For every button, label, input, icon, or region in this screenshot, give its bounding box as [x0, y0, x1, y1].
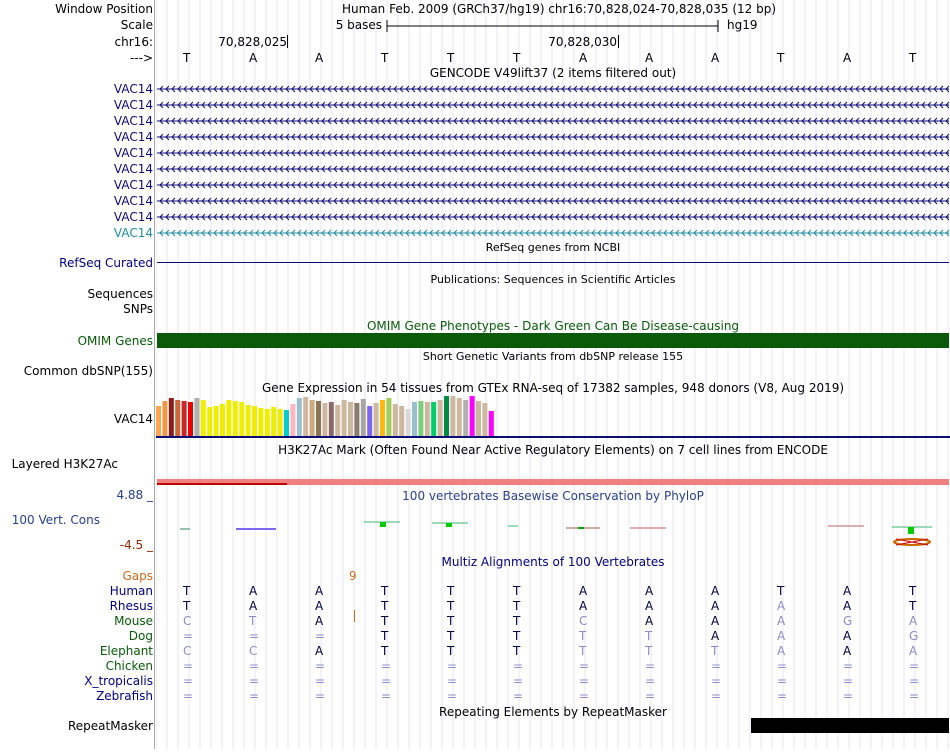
alignment-base: T: [777, 584, 785, 598]
phylop-track-title: 100 vertebrates Basewise Conservation by PhyloP: [402, 489, 704, 503]
alignment-base: A: [249, 584, 258, 598]
omim-track-title: OMIM Gene Phenotypes - Dark Green Can Be Disease-causing: [366, 319, 740, 333]
gtex-tissue-bar[interactable]: [361, 399, 366, 436]
gtex-tissue-bar[interactable]: [239, 402, 244, 436]
gtex-tissue-bar[interactable]: [246, 405, 251, 436]
alignment-base: T: [711, 644, 719, 658]
coord-tick-1-mark: [287, 35, 288, 48]
gencode-track-title: GENCODE V49lift37 (2 items filtered out): [429, 66, 677, 80]
omim-feature-bar[interactable]: [157, 333, 949, 348]
multiz-gaps-label[interactable]: Gaps: [122, 569, 153, 583]
alignment-base: =: [777, 689, 788, 703]
alignment-base: =: [909, 674, 920, 688]
ruler-base: A: [645, 51, 654, 65]
alignment-base: =: [183, 689, 194, 703]
gencode-transcript-line[interactable]: [157, 228, 950, 238]
species-label[interactable]: Human: [109, 584, 153, 598]
alignment-base: A: [645, 599, 654, 613]
alignment-base: =: [447, 659, 458, 673]
gtex-tissue-bar[interactable]: [399, 406, 404, 436]
gtex-tissue-bar[interactable]: [393, 404, 398, 436]
alignment-base: A: [843, 584, 852, 598]
gtex-tissue-bar[interactable]: [425, 402, 430, 436]
alignment-base: C: [249, 644, 258, 658]
repeatmasker-element[interactable]: [751, 718, 949, 733]
publications-track-title: Publications: Sequences in Scientific Articles: [430, 273, 676, 286]
ruler-base: A: [843, 51, 852, 65]
window-position-label: Window Position: [55, 2, 153, 16]
alignment-base: =: [381, 689, 392, 703]
scale-bar: [386, 18, 720, 34]
gtex-tissue-bar[interactable]: [476, 401, 481, 436]
alignment-base: =: [249, 629, 260, 643]
gtex-label[interactable]: VAC14: [113, 412, 153, 426]
mouse-insertion-mark: [354, 610, 355, 622]
gencode-transcript-label[interactable]: VAC14: [113, 146, 153, 160]
alignment-base: T: [183, 599, 191, 613]
alignment-base: T: [513, 629, 521, 643]
gencode-transcript-label[interactable]: VAC14: [113, 114, 153, 128]
alignment-base: A: [711, 584, 720, 598]
gencode-transcript-line[interactable]: [157, 148, 950, 158]
gtex-tissue-bar[interactable]: [354, 403, 359, 436]
gencode-transcript-line[interactable]: [157, 212, 950, 222]
gencode-transcript-label[interactable]: VAC14: [113, 98, 153, 112]
alignment-base: T: [381, 584, 389, 598]
gencode-transcript-label[interactable]: VAC14: [113, 210, 153, 224]
alignment-base: A: [777, 629, 786, 643]
gtex-tissue-bar[interactable]: [335, 405, 340, 436]
ruler-base: T: [183, 51, 191, 65]
gtex-tissue-bar[interactable]: [444, 396, 449, 436]
alignment-base: =: [315, 659, 326, 673]
alignment-base: =: [579, 659, 590, 673]
alignment-base: =: [183, 629, 194, 643]
gtex-tissue-bar[interactable]: [386, 398, 391, 436]
phylop-label[interactable]: 100 Vert. Cons: [11, 513, 100, 527]
alignment-base: T: [183, 584, 191, 598]
dbsnp-track-title: Short Genetic Variants from dbSNP release 155: [422, 350, 684, 363]
alignment-base: T: [513, 584, 521, 598]
omim-label[interactable]: OMIM Genes: [77, 334, 153, 348]
gtex-tissue-bar[interactable]: [226, 400, 231, 436]
alignment-base: =: [249, 674, 260, 688]
alignment-base: =: [513, 659, 524, 673]
species-label[interactable]: X_tropicalis: [84, 674, 153, 688]
alignment-base: T: [513, 599, 521, 613]
alignment-base: T: [513, 614, 521, 628]
alignment-base: =: [843, 674, 854, 688]
coord-tick-2-mark: [618, 35, 619, 48]
alignment-base: =: [777, 674, 788, 688]
alignment-base: A: [777, 644, 786, 658]
alignment-base: T: [249, 614, 257, 628]
repeatmasker-track-title: Repeating Elements by RepeatMasker: [439, 705, 667, 719]
alignment-base: T: [381, 629, 389, 643]
gtex-tissue-bar[interactable]: [214, 406, 219, 436]
alignment-base: A: [579, 584, 588, 598]
gtex-tissue-bar[interactable]: [438, 400, 443, 436]
ruler-base: T: [381, 51, 389, 65]
alignment-base: A: [249, 599, 258, 613]
gencode-transcript-line[interactable]: [157, 180, 950, 190]
alignment-base: =: [909, 659, 920, 673]
gtex-tissue-bar[interactable]: [297, 398, 302, 436]
gencode-transcript-label[interactable]: VAC14: [113, 178, 153, 192]
gtex-tissue-bar[interactable]: [188, 402, 193, 436]
gtex-tissue-bar[interactable]: [162, 401, 167, 436]
alignment-base: T: [381, 644, 389, 658]
h3k27ac-label[interactable]: Layered H3K27Ac: [11, 457, 118, 471]
alignment-base: =: [183, 659, 194, 673]
alignment-base: =: [447, 689, 458, 703]
gtex-tissue-bar[interactable]: [482, 403, 487, 436]
alignment-base: A: [777, 599, 786, 613]
window-position-value: Human Feb. 2009 (GRCh37/hg19) chr16:70,828,024-70,828,035 (12 bp): [342, 2, 777, 16]
alignment-base: =: [579, 689, 590, 703]
gtex-tissue-bar[interactable]: [303, 397, 308, 436]
alignment-base: =: [843, 659, 854, 673]
gtex-bar-chart[interactable]: [156, 394, 950, 440]
gencode-transcript-label[interactable]: VAC14: [113, 194, 153, 208]
alignment-base: =: [513, 674, 524, 688]
alignment-base: A: [711, 614, 720, 628]
gtex-tissue-bar[interactable]: [367, 406, 372, 436]
alignment-base: T: [381, 599, 389, 613]
alignment-base: =: [315, 629, 326, 643]
publications-sequences-label[interactable]: Sequences: [87, 287, 153, 301]
species-label[interactable]: Chicken: [105, 659, 153, 673]
label-column-divider: [154, 0, 155, 749]
gencode-transcript-label[interactable]: VAC14: [113, 130, 153, 144]
alignment-base: T: [513, 644, 521, 658]
base-gridlines: [156, 0, 950, 749]
alignment-base: =: [909, 689, 920, 703]
alignment-base: T: [579, 644, 587, 658]
alignment-base: A: [645, 614, 654, 628]
alignment-base: T: [447, 629, 455, 643]
phylop-signal[interactable]: [156, 515, 950, 549]
gencode-transcript-label[interactable]: VAC14: [113, 162, 153, 176]
gtex-tissue-bar[interactable]: [207, 407, 212, 436]
species-label[interactable]: Elephant: [99, 644, 153, 658]
alignment-base: =: [711, 689, 722, 703]
gtex-tissue-bar[interactable]: [252, 406, 257, 436]
gtex-tissue-bar[interactable]: [412, 402, 417, 436]
alignment-base: =: [315, 674, 326, 688]
gtex-tissue-bar[interactable]: [374, 403, 379, 436]
gtex-tissue-bar[interactable]: [156, 406, 161, 436]
phylop-max-label: 4.88 _: [116, 488, 153, 502]
multiz-gap-count: 9: [349, 569, 357, 583]
gtex-tissue-bar[interactable]: [316, 401, 321, 436]
alignment-base: T: [447, 644, 455, 658]
ruler-base: A: [315, 51, 324, 65]
gtex-tissue-bar[interactable]: [290, 404, 295, 436]
alignment-base: T: [447, 599, 455, 613]
alignment-base: A: [315, 614, 324, 628]
alignment-base: A: [777, 614, 786, 628]
gencode-transcript-label[interactable]: VAC14: [113, 82, 153, 96]
gtex-tissue-bar[interactable]: [329, 402, 334, 436]
h3k27ac-track-title: H3K27Ac Mark (Often Found Near Active Regulatory Elements) on 7 cell lines from ENCODE: [278, 443, 828, 457]
gencode-transcript-line[interactable]: [157, 196, 950, 206]
gtex-tissue-bar[interactable]: [431, 402, 436, 436]
gtex-tissue-bar[interactable]: [418, 401, 423, 436]
alignment-base: =: [711, 659, 722, 673]
gtex-tissue-bar[interactable]: [489, 411, 494, 436]
phylop-min-label: -4.5 _: [119, 538, 153, 552]
ruler-base: T: [513, 51, 521, 65]
gtex-tissue-bar[interactable]: [310, 400, 315, 436]
gencode-transcript-line[interactable]: [157, 132, 950, 142]
gtex-tissue-bar[interactable]: [175, 400, 180, 436]
strand-label: --->: [129, 51, 153, 65]
gtex-tissue-bar[interactable]: [265, 409, 270, 436]
alignment-base: A: [315, 584, 324, 598]
alignment-base: =: [843, 689, 854, 703]
species-label[interactable]: Mouse: [114, 614, 153, 628]
gtex-tissue-bar[interactable]: [271, 407, 276, 436]
gtex-tissue-bar[interactable]: [463, 400, 468, 436]
gtex-tissue-bar[interactable]: [182, 401, 187, 436]
alignment-base: =: [513, 689, 524, 703]
refseq-track-title: RefSeq genes from NCBI: [485, 241, 621, 254]
gtex-tissue-bar[interactable]: [169, 398, 174, 436]
alignment-base: A: [645, 584, 654, 598]
alignment-base: =: [645, 659, 656, 673]
alignment-base: =: [381, 674, 392, 688]
alignment-base: T: [909, 584, 917, 598]
species-label[interactable]: Zebrafish: [96, 689, 153, 703]
alignment-base: A: [909, 644, 918, 658]
alignment-base: A: [909, 614, 918, 628]
alignment-base: T: [645, 629, 653, 643]
alignment-base: A: [711, 629, 720, 643]
gtex-tissue-bar[interactable]: [258, 408, 263, 436]
alignment-base: T: [909, 599, 917, 613]
dbsnp-label[interactable]: Common dbSNP(155): [23, 364, 153, 378]
alignment-base: T: [447, 584, 455, 598]
alignment-base: A: [711, 599, 720, 613]
alignment-base: A: [579, 599, 588, 613]
gtex-tissue-bar[interactable]: [457, 398, 462, 436]
alignment-base: A: [843, 644, 852, 658]
gtex-tissue-bar[interactable]: [220, 404, 225, 436]
alignment-base: C: [183, 644, 192, 658]
alignment-base: =: [645, 689, 656, 703]
alignment-base: A: [843, 599, 852, 613]
alignment-base: A: [843, 629, 852, 643]
alignment-base: =: [711, 674, 722, 688]
repeatmasker-label[interactable]: RepeatMasker: [67, 719, 153, 733]
species-label[interactable]: Rhesus: [109, 599, 153, 613]
alignment-base: C: [183, 614, 192, 628]
alignment-base: =: [315, 689, 326, 703]
ruler-base: T: [777, 51, 785, 65]
alignment-base: =: [183, 674, 194, 688]
ruler-base: T: [909, 51, 917, 65]
chrom-label: chr16:: [114, 35, 153, 49]
gtex-tissue-bar[interactable]: [201, 400, 206, 436]
gtex-tissue-bar[interactable]: [278, 409, 283, 436]
ruler-base: A: [249, 51, 258, 65]
alignment-base: =: [645, 674, 656, 688]
gencode-transcript-line[interactable]: [157, 116, 950, 126]
gencode-transcript-line[interactable]: [157, 164, 950, 174]
gtex-tissue-bar[interactable]: [406, 409, 411, 436]
gtex-tissue-bar[interactable]: [342, 400, 347, 436]
coord-tick-2: 70,828,030: [548, 35, 617, 49]
ruler-base: A: [711, 51, 720, 65]
alignment-base: =: [249, 659, 260, 673]
alignment-base: T: [447, 614, 455, 628]
gtex-tissue-bar[interactable]: [450, 396, 455, 436]
gtex-tissue-bar[interactable]: [380, 400, 385, 436]
scale-db: hg19: [727, 18, 758, 32]
gencode-transcript-line[interactable]: [157, 84, 950, 94]
ruler-base: T: [447, 51, 455, 65]
alignment-base: T: [579, 629, 587, 643]
alignment-base: =: [579, 674, 590, 688]
gtex-track-title: Gene Expression in 54 tissues from GTEx RNA-seq of 17382 samples, 948 donors (V8, Aug 2019): [261, 381, 845, 395]
alignment-base: C: [579, 614, 588, 628]
alignment-base: G: [843, 614, 853, 628]
gencode-transcript-line[interactable]: [157, 100, 950, 110]
coord-tick-1: 70,828,025: [218, 35, 287, 49]
alignment-base: =: [447, 674, 458, 688]
alignment-base: =: [249, 689, 260, 703]
h3k27ac-signal-peak: [157, 483, 287, 485]
gtex-tissue-bar[interactable]: [194, 398, 199, 436]
scale-text: 5 bases: [335, 18, 382, 32]
gencode-transcript-label[interactable]: VAC14: [113, 226, 153, 240]
refseq-label[interactable]: RefSeq Curated: [59, 256, 153, 270]
gtex-tissue-bar[interactable]: [348, 402, 353, 436]
scale-label: Scale: [120, 18, 153, 32]
multiz-track-title: Multiz Alignments of 100 Vertebrates: [441, 555, 665, 569]
species-label[interactable]: Dog: [128, 629, 153, 643]
gtex-tissue-bar[interactable]: [322, 403, 327, 436]
alignment-base: A: [315, 644, 324, 658]
gtex-tissue-bar[interactable]: [470, 396, 475, 436]
gtex-tissue-bar[interactable]: [284, 410, 289, 436]
alignment-base: =: [381, 659, 392, 673]
alignment-base: G: [909, 629, 919, 643]
ruler-base: A: [579, 51, 588, 65]
alignment-base: A: [315, 599, 324, 613]
alignment-base: T: [381, 614, 389, 628]
alignment-base: T: [645, 644, 653, 658]
alignment-base: =: [777, 659, 788, 673]
gtex-tissue-bar[interactable]: [233, 401, 238, 436]
publications-snps-label[interactable]: SNPs: [123, 302, 153, 316]
refseq-gene-line[interactable]: [157, 262, 949, 263]
